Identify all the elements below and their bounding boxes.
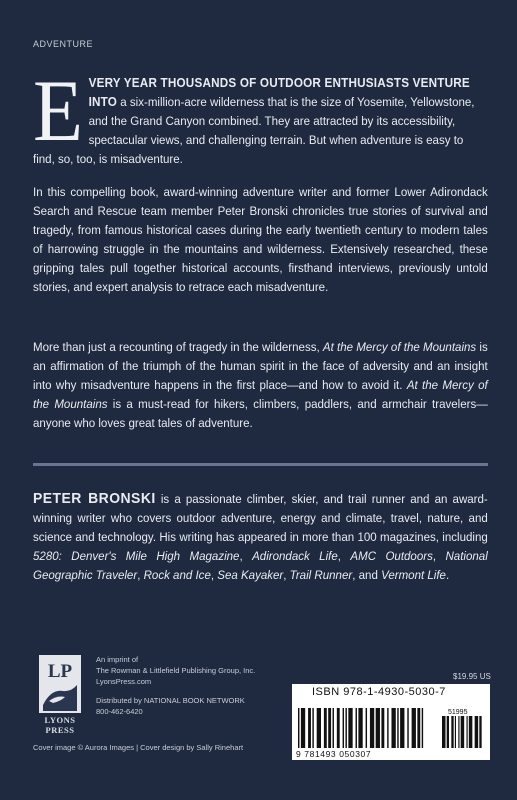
publisher-info [96,654,255,717]
bio-sep: , [137,568,144,582]
bio-sep: , [283,568,290,582]
barcode-bar [461,716,465,748]
bio-text: is a passionate climber, skier, and trail runner and an award-winning writer who covers outdoor adventure, energy and climate, travel, nature, and science and technology. His writing has appeared in more than 100 magazines, including [33,492,488,544]
logo-graphic [39,655,81,713]
barcode-bar [328,708,331,748]
bio-sep: , and [352,568,382,582]
barcode-bar [455,716,456,748]
distributor-phone: 800-462-6420 [96,706,143,716]
ean-text: 9 781493 050307 [296,749,372,759]
lyons-press-logo-icon [39,655,81,713]
magazine-5: Rock and Ice [143,568,211,582]
logo-monogram: LP [47,661,73,682]
magazine-2: Adirondack Life [252,549,338,563]
barcode-bar [356,708,357,748]
cover-credits: Cover image © Aurora Images | Cover design by Sally Rinehart [33,743,244,752]
description-paragraph: In this compelling book, award-winning adventure writer and former Lower Adirondack Search and Rescue team member Peter Bronski chronicles true stories of survival and tragedy, from famous historical cases during the early twentieth century to modern tales of harrowing struggle in the mountains and wilderness. Extensively researched, these gripping tales pull together historical accounts, firsthand interviews, previously untold stories, and expert analysis to retrace each misadventure. [33,185,488,294]
summary-text-a: More than just a recounting of tragedy in the wilderness, [33,340,323,354]
bio-sep: , [210,568,218,582]
logo-wordmark [39,715,81,735]
intro-rest: a six-million-acre wilderness that is the size of Yosemite, Yellowstone, and the Grand Canyon combined. They are attracted by its accessibility, spectacular views, and challenging terrain. But when adventure is easy to find, so, too, is misadventure. [33,95,475,166]
barcode-bar [348,708,352,748]
barcode-bar [407,708,408,748]
summary-text-c: is a must-read for hikers, climbers, paddlers, and armchair travelers—anyone who loves great tales of adventure. [33,397,488,430]
publisher-name: The Rowman & Littlefield Publishing Group, Inc. [96,666,256,676]
barcode-bar [317,708,321,748]
price-code-text: 51995 [448,709,468,716]
logo-word-2: PRESS [45,725,75,735]
author-name: PETER BRONSKI [33,490,156,507]
book-title-1: At the Mercy of the Mountains [322,340,477,354]
barcode-bar [417,708,420,748]
barcode-bar [397,708,398,748]
bio-sep: , [239,549,253,563]
logo-word-1: LYONS [44,715,76,725]
barcode-bar [301,708,305,748]
category-label: ADVENTURE [33,39,94,49]
barcode-bar [345,708,346,748]
barcode-bar [447,716,449,748]
barcode-bar [366,708,367,748]
barcode-bar [387,708,388,748]
barcode-bar [312,708,313,748]
barcode-bar [333,708,334,748]
section-divider [33,463,488,466]
barcode-bar [337,708,340,748]
drop-cap: E [33,63,84,160]
barcode-bar [451,716,453,748]
barcode-bar [376,708,380,748]
barcode-bar [475,716,479,748]
barcode-bar [467,716,468,748]
barcode-bar [422,708,423,748]
intro-lead: VERY YEAR THOUSANDS OF OUTDOOR ENTHUSIASTS VENTURE INTO [88,76,470,109]
barcode-bar [391,708,395,748]
bio-end: . [445,568,450,582]
imprint-line: An imprint of [96,655,139,664]
summary-paragraph [33,338,488,433]
barcode-bar [469,716,473,748]
barcode-bar [298,708,299,748]
barcode-bar [343,708,344,748]
barcode-bar [324,708,327,748]
publisher-website: LyonsPress.com [96,677,152,687]
bio-sep: , [432,549,446,563]
barcode-bar [358,708,362,748]
magazine-6: Sea Kayaker [217,568,284,582]
barcode-bar [381,708,384,748]
barcode-bar [400,708,404,748]
barcode-bar [458,716,459,748]
barcode-bar [308,708,311,748]
summary-text-b: is an affirmation of the triumph of the human spirit in the face of adversity and an insight into why misadventure happens in the first place—and how to avoid it. [33,340,488,392]
intro-paragraph [33,63,488,169]
magazine-7: Trail Runner [289,568,353,582]
barcode-bar [479,716,481,748]
author-bio [33,489,488,585]
magazine-3: AMC Outdoors [350,549,433,563]
bio-sep: , [337,549,351,563]
distributor-line: Distributed by NATIONAL BOOK NETWORK [96,695,245,705]
magazine-1: 5280: Denver's Mile High Magazine [33,549,240,563]
barcode-bar [412,708,416,748]
magazine-8: Vermont Life [381,568,446,582]
isbn-text: ISBN 978-1-4930-5030-7 [312,686,446,698]
magazine-4: National Geographic Traveler [33,549,488,582]
price-label: $19.95 US [453,672,491,681]
barcode-bar [370,708,374,748]
book-title-2: At the Mercy of the Mountains [33,378,488,411]
barcode-bar [442,716,446,748]
